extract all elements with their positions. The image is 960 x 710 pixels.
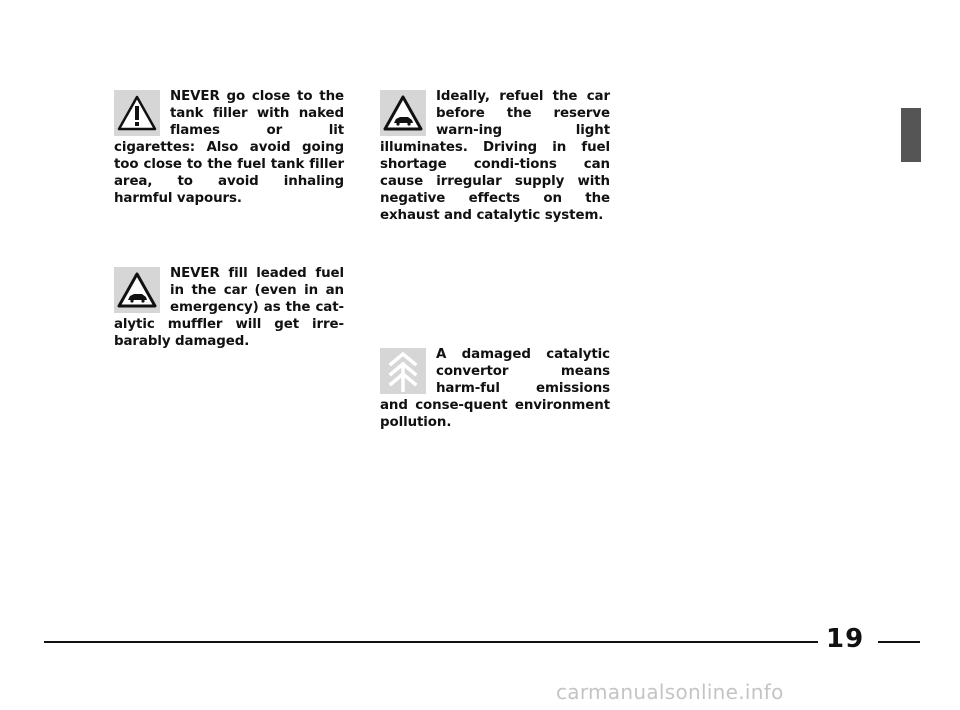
note-text: fill leaded fuel in the car (even in an emergency) as the cat-alytic muffler will get irre-barably damaged.: [114, 266, 344, 349]
note-text: A damaged catalytic convertor means harm-ful emissions and conse-quent environment pollution.: [380, 347, 610, 430]
footer-rule-right: [878, 641, 920, 643]
note-text: go close to the tank filler with naked flames or lit cigarettes: Also avoid going too close to the fuel tank filler area, to avoid inhaling harmful vapours.: [114, 89, 344, 206]
section-tab-marker: [901, 108, 921, 162]
environment-tree-icon: [380, 348, 426, 394]
note-text: Ideally, refuel the car before the reserve warn-ing light illuminates. Driving in fuel shortage condi-tions can cause irregular supply with negative effects on the exhaust and catalytic system.: [380, 89, 610, 223]
warning-note-reserve-light: [380, 88, 610, 224]
footer-rule-left: [44, 641, 818, 643]
note-lead: NEVER: [170, 266, 220, 281]
warning-exclamation-icon: [114, 90, 160, 136]
warning-note-leaded-fuel: [114, 265, 344, 350]
catalytic-warning-icon: [114, 267, 160, 313]
environment-note-catalytic: [380, 346, 610, 431]
warning-note-naked-flames: [114, 88, 344, 207]
catalytic-warning-icon: [380, 90, 426, 136]
watermark-text: carmanualsonline.info: [556, 680, 784, 704]
note-lead: NEVER: [170, 89, 220, 104]
page-number: 19: [826, 624, 865, 654]
